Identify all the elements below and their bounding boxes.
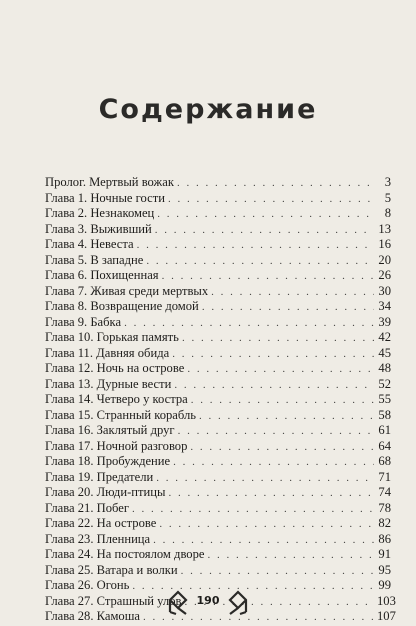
toc-entry-page: 26 bbox=[378, 268, 391, 282]
runic-ornament-icon bbox=[166, 588, 190, 616]
page-number: 190 bbox=[196, 594, 220, 607]
toc-entry-title: Пролог. Мертвый вожак bbox=[45, 175, 174, 189]
toc-entry-page: 20 bbox=[378, 252, 391, 267]
toc-entry-title: Глава 6. Похищенная bbox=[45, 268, 159, 282]
toc-dot-leader bbox=[162, 269, 374, 285]
toc-entry-page: 16 bbox=[378, 237, 391, 251]
toc-entry bbox=[45, 268, 391, 284]
toc-entry-page: 48 bbox=[378, 361, 391, 375]
toc-entry-title: Глава 16. Заклятый друг bbox=[45, 423, 175, 437]
table-of-contents bbox=[45, 175, 396, 625]
page-title: Содержание bbox=[98, 94, 318, 125]
toc-entry-page: 58 bbox=[378, 407, 391, 422]
toc-entry-title: Глава 26. Огонь bbox=[45, 578, 130, 592]
toc-entry-title: Глава 11. Давняя обида bbox=[45, 345, 170, 360]
toc-entry-title: Глава 25. Ватара и волки bbox=[45, 562, 178, 577]
toc-dot-leader bbox=[146, 254, 374, 270]
toc-entry bbox=[45, 439, 391, 455]
toc-entry-title: Глава 2. Незнакомец bbox=[45, 206, 155, 220]
toc-dot-leader bbox=[202, 300, 374, 316]
toc-dot-leader bbox=[181, 564, 374, 580]
toc-entry bbox=[45, 563, 391, 579]
toc-entry-title: Глава 22. На острове bbox=[45, 516, 157, 530]
toc-entry-page: 55 bbox=[378, 392, 391, 406]
toc-entry-page: 39 bbox=[378, 314, 391, 329]
toc-entry bbox=[45, 361, 391, 377]
toc-dot-leader bbox=[177, 176, 374, 192]
toc-entry bbox=[45, 299, 391, 315]
toc-entry-page: 64 bbox=[378, 438, 391, 453]
toc-entry-page: 68 bbox=[378, 454, 391, 468]
toc-entry-page: 103 bbox=[377, 593, 396, 608]
toc-entry bbox=[45, 470, 391, 486]
toc-entry bbox=[45, 454, 391, 470]
toc-dot-leader bbox=[208, 548, 375, 564]
page-footer bbox=[0, 588, 416, 618]
toc-entry-page: 3 bbox=[384, 175, 391, 189]
toc-entry bbox=[45, 516, 391, 532]
toc-entry-page: 45 bbox=[378, 345, 391, 360]
toc-dot-leader bbox=[172, 347, 374, 363]
toc-entry-title: Глава 9. Бабка bbox=[45, 314, 122, 329]
toc-entry-page: 86 bbox=[378, 531, 391, 546]
toc-entry bbox=[45, 237, 391, 253]
toc-dot-leader bbox=[211, 285, 374, 301]
toc-entry-page: 91 bbox=[378, 547, 391, 561]
toc-dot-leader bbox=[153, 533, 374, 549]
toc-dot-leader bbox=[187, 362, 374, 378]
toc-dot-leader bbox=[190, 440, 374, 456]
toc-dot-leader bbox=[132, 502, 374, 518]
toc-entry-title: Глава 10. Горькая память bbox=[45, 330, 179, 344]
toc-entry-title: Глава 17. Ночной разговор bbox=[45, 438, 188, 453]
toc-entry-title: Глава 24. На постоялом дворе bbox=[45, 547, 205, 561]
toc-entry-title: Глава 21. Побег bbox=[45, 500, 130, 515]
toc-entry bbox=[45, 377, 391, 393]
toc-dot-leader bbox=[124, 316, 374, 332]
toc-entry-page: 82 bbox=[378, 516, 391, 530]
toc-entry bbox=[45, 315, 391, 331]
toc-entry-title: Глава 3. Выживший bbox=[45, 221, 152, 236]
toc-dot-leader bbox=[157, 207, 374, 223]
toc-dot-leader bbox=[173, 455, 374, 471]
toc-entry-page: 8 bbox=[384, 206, 391, 220]
toc-dot-leader bbox=[155, 223, 374, 239]
toc-entry-page: 107 bbox=[377, 609, 396, 623]
toc-entry-page: 78 bbox=[378, 500, 391, 515]
toc-dot-leader bbox=[191, 393, 374, 409]
toc-entry bbox=[45, 501, 391, 517]
toc-entry bbox=[45, 330, 391, 346]
toc-entry-title: Глава 23. Пленница bbox=[45, 531, 151, 546]
toc-dot-leader bbox=[159, 517, 374, 533]
toc-entry-page: 71 bbox=[378, 469, 391, 484]
runic-ornament-icon bbox=[226, 588, 250, 616]
toc-dot-leader bbox=[182, 331, 374, 347]
toc-entry-title: Глава 20. Люди-птицы bbox=[45, 485, 166, 499]
toc-entry bbox=[45, 222, 391, 238]
toc-entry bbox=[45, 346, 391, 362]
toc-entry-title: Глава 13. Дурные вести bbox=[45, 376, 172, 391]
toc-entry-page: 95 bbox=[378, 562, 391, 577]
toc-entry-title: Глава 5. В западне bbox=[45, 252, 144, 267]
toc-entry-page: 13 bbox=[378, 221, 391, 236]
toc-entry-title: Глава 15. Странный корабль bbox=[45, 407, 197, 422]
toc-entry-title: Глава 8. Возвращение домой bbox=[45, 299, 199, 313]
toc-dot-leader bbox=[137, 238, 374, 254]
toc-entry-page: 99 bbox=[378, 578, 391, 592]
toc-entry bbox=[45, 532, 391, 548]
toc-entry bbox=[45, 253, 391, 269]
toc-dot-leader bbox=[174, 378, 374, 394]
toc-entry bbox=[45, 485, 391, 501]
toc-entry-title: Глава 19. Предатели bbox=[45, 469, 154, 484]
toc-entry bbox=[45, 191, 391, 207]
toc-dot-leader bbox=[156, 471, 374, 487]
toc-dot-leader bbox=[168, 192, 374, 208]
toc-entry bbox=[45, 423, 391, 439]
toc-entry-page: 74 bbox=[378, 485, 391, 499]
toc-dot-leader bbox=[199, 409, 374, 425]
toc-entry bbox=[45, 284, 391, 300]
toc-dot-leader bbox=[168, 486, 374, 502]
toc-entry bbox=[45, 547, 391, 563]
toc-entry bbox=[45, 392, 391, 408]
toc-entry-title: Глава 18. Пробуждение bbox=[45, 454, 171, 468]
toc-entry-page: 52 bbox=[378, 376, 391, 391]
toc-entry bbox=[45, 175, 391, 191]
toc-entry-title: Глава 4. Невеста bbox=[45, 237, 134, 251]
toc-dot-leader bbox=[178, 424, 374, 440]
toc-entry-page: 61 bbox=[378, 423, 391, 437]
toc-entry bbox=[45, 206, 391, 222]
toc-entry-page: 5 bbox=[384, 190, 391, 205]
toc-entry-page: 30 bbox=[378, 283, 391, 298]
toc-entry-page: 34 bbox=[378, 299, 391, 313]
toc-entry-title: Глава 12. Ночь на острове bbox=[45, 361, 185, 375]
toc-entry-title: Глава 1. Ночные гости bbox=[45, 190, 165, 205]
toc-entry-title: Глава 7. Живая среди мертвых bbox=[45, 283, 209, 298]
toc-entry bbox=[45, 408, 391, 424]
toc-entry-title: Глава 14. Четверо у костра bbox=[45, 392, 188, 406]
toc-entry-page: 42 bbox=[378, 330, 391, 344]
toc-entry-title: Глава 28. Камоша bbox=[45, 609, 140, 623]
toc-entry-title: Глава 27. Страшный улов bbox=[45, 593, 182, 608]
